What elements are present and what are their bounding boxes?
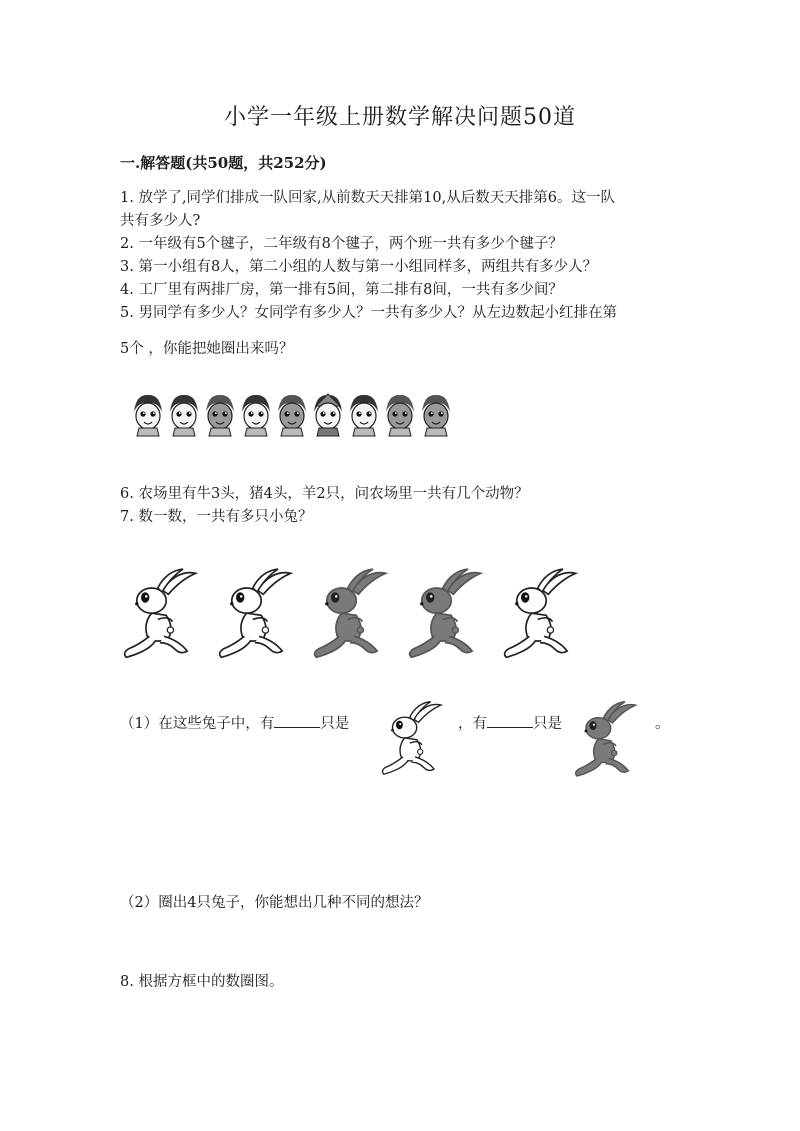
- question-8: 8. 根据方框中的数圈图。: [120, 974, 284, 990]
- rabbit-grey: [315, 569, 386, 657]
- question-4: 4. 工厂里有两排厂房，第一排有5间，第二排有8间，一共有多少间？: [120, 282, 563, 298]
- rabbits-row-figure: [118, 563, 588, 663]
- rabbit-white-glyph: [382, 702, 441, 775]
- child-face-boy: [134, 395, 162, 436]
- white-rabbit-icon: [375, 698, 457, 780]
- grey-rabbit-icon: [568, 698, 652, 782]
- child-face-girl: [278, 395, 306, 436]
- child-face-girl: [422, 395, 450, 436]
- child-face-boy: [350, 395, 378, 436]
- sub1-period: 。: [655, 716, 670, 732]
- child-face-boy: [170, 395, 198, 436]
- sub-question-1: [120, 712, 349, 733]
- child-face-girl: [386, 395, 414, 436]
- sub-question-2: （2）圈出4只兔子，你能想出几种不同的想法？: [120, 895, 429, 911]
- question-2: 2. 一年级有5个毽子，二年级有8个毽子，两个班一共有多少个毽子？: [120, 236, 563, 252]
- section-heading: 一.解答题(共50题，共252分): [120, 154, 327, 172]
- page-title: 小学一年级上册数学解决问题50道: [224, 105, 576, 130]
- sub1-label: 只是: [320, 716, 350, 732]
- rabbit-grey: [410, 569, 481, 657]
- sub1-comma: ，有: [458, 716, 487, 732]
- rabbit-white: [220, 569, 291, 657]
- question-5-line1: 5. 男同学有多少人？女同学有多少人？一共有多少人？从左边数起小红排在第: [120, 305, 617, 321]
- sub1-prefix: （1）在这些兔子中，有: [120, 716, 275, 732]
- answer-blank-grey[interactable]: [487, 713, 533, 728]
- sub-question-1-mid: [458, 712, 562, 733]
- question-3: 3. 第一小组有8人，第二小组的人数与第一小组同样多，两组共有多少人？: [120, 259, 598, 275]
- children-row-figure: [128, 390, 458, 438]
- child-face-girl-hat: [314, 394, 342, 436]
- question-1-line1: 1. 放学了,同学们排成一队回家,从前数天天排第10,从后数天天排第6。这一队: [120, 190, 615, 206]
- rabbit-white: [505, 569, 576, 657]
- rabbit-white: [125, 569, 196, 657]
- sub1-label-2: 只是: [533, 716, 562, 732]
- question-5-line2: 5个 ，你能把她圈出来吗？: [120, 341, 294, 357]
- rabbit-grey-glyph: [576, 702, 636, 776]
- question-1-line2: 共有多少人?: [120, 213, 201, 229]
- child-face-girl: [206, 395, 234, 436]
- child-face-boy: [242, 395, 270, 436]
- question-6: 6. 农场里有牛3头，猪4头，羊2只，问农场里一共有几个动物？: [120, 486, 529, 502]
- answer-blank-white[interactable]: [274, 713, 320, 728]
- question-7: 7. 数一数，一共有多只小兔？: [120, 509, 313, 525]
